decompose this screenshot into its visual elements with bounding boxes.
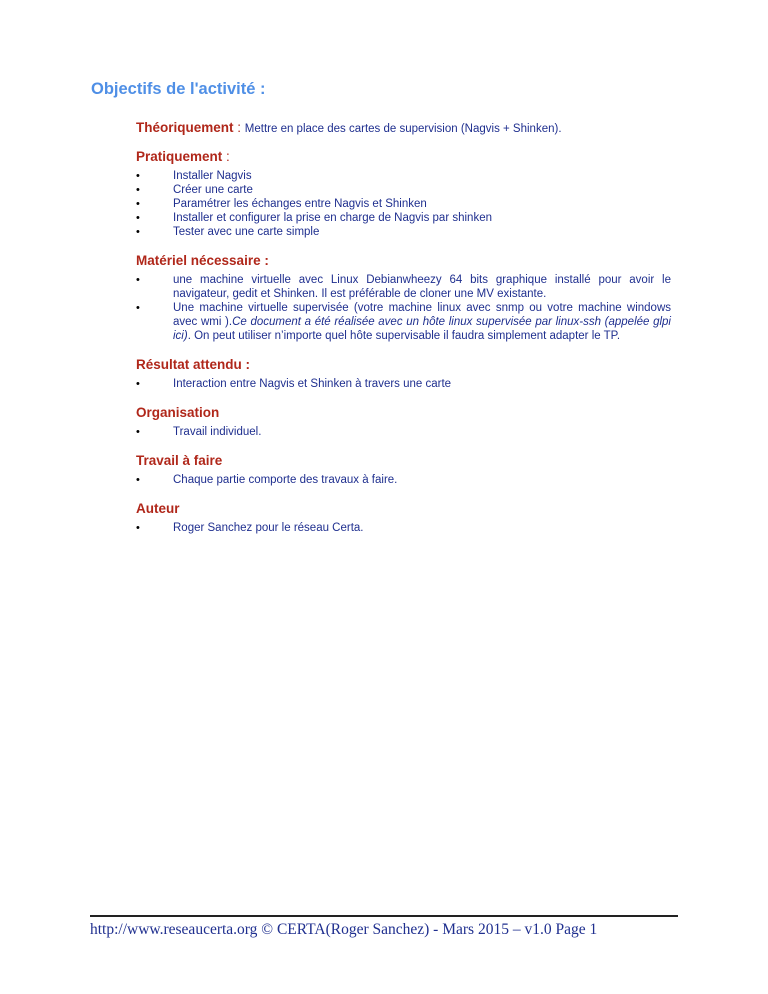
organisation-list bbox=[136, 425, 671, 439]
section-practical bbox=[136, 149, 671, 239]
list-item: • Créer une carte bbox=[136, 183, 671, 197]
list-item: • Installer et configurer la prise en charge de Nagvis par shinken bbox=[136, 211, 671, 225]
list-item bbox=[136, 301, 671, 343]
practical-label: Pratiquement bbox=[136, 149, 223, 164]
section-heading bbox=[136, 120, 671, 135]
equipment-list bbox=[136, 273, 671, 343]
result-list bbox=[136, 377, 671, 391]
theoretical-label: Théoriquement bbox=[136, 120, 234, 135]
document-body bbox=[136, 120, 671, 549]
footer-divider bbox=[90, 915, 678, 917]
work-list bbox=[136, 473, 671, 487]
list-item: • Installer Nagvis bbox=[136, 169, 671, 183]
section-author bbox=[136, 501, 671, 535]
page-title: Objectifs de l'activité : bbox=[91, 80, 266, 98]
list-item: • une machine virtuelle avec Linux Debianwheezy 64 bits graphique installé pour avoir le navigateur, gedit et Shinken. Il est préférable de cloner une MV existante. bbox=[136, 273, 671, 301]
list-item: • Interaction entre Nagvis et Shinken à travers une carte bbox=[136, 377, 671, 391]
page-footer: http://www.reseaucerta.org © CERTA(Roger Sanchez) - Mars 2015 – v1.0 Page 1 bbox=[90, 921, 598, 938]
practical-list bbox=[136, 169, 671, 239]
equipment-item2-normal: Une machine virtuelle supervisée (votre machine linux avec snmp ou votre machine windows avec wmi ). bbox=[173, 302, 671, 328]
theoretical-text: Mettre en place des cartes de supervision (Nagvis + Shinken). bbox=[244, 123, 562, 135]
section-equipment bbox=[136, 253, 671, 343]
author-heading: Auteur bbox=[136, 501, 180, 516]
section-heading bbox=[136, 149, 671, 164]
practical-suffix: : bbox=[222, 149, 230, 164]
list-item: • Paramétrer les échanges entre Nagvis et Shinken bbox=[136, 197, 671, 211]
result-heading: Résultat attendu : bbox=[136, 357, 251, 372]
organisation-heading: Organisation bbox=[136, 405, 220, 420]
list-item: • Roger Sanchez pour le réseau Certa. bbox=[136, 521, 671, 535]
list-item: • Tester avec une carte simple bbox=[136, 225, 671, 239]
equipment-item2-italic: Ce document a été réalisée avec un hôte linux supervisée par linux-ssh (appelée glpi ici) bbox=[173, 316, 671, 342]
equipment-heading: Matériel nécessaire : bbox=[136, 253, 269, 268]
author-list bbox=[136, 521, 671, 535]
work-heading: Travail à faire bbox=[136, 453, 223, 468]
section-theoretical bbox=[136, 120, 671, 135]
theoretical-separator: : bbox=[233, 120, 245, 135]
section-work bbox=[136, 453, 671, 487]
list-item: • Travail individuel. bbox=[136, 425, 671, 439]
section-organisation bbox=[136, 405, 671, 439]
equipment-item2-tail: . On peut utiliser n’importe quel hôte supervisable il faudra simplement adapter le TP. bbox=[187, 330, 621, 342]
list-item: • Chaque partie comporte des travaux à faire. bbox=[136, 473, 671, 487]
section-result bbox=[136, 357, 671, 391]
